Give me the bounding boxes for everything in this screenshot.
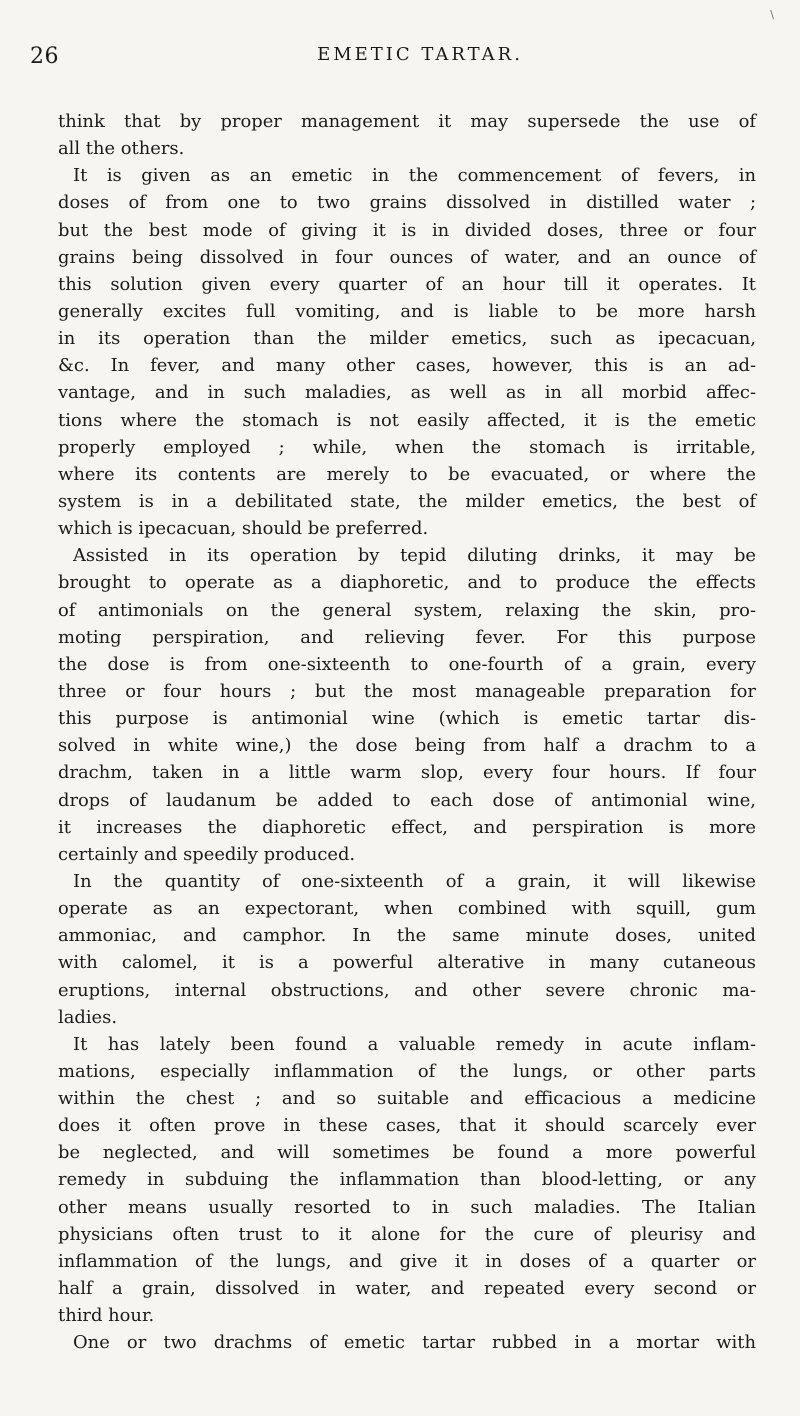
text-line: tions where the stomach is not easily affected, it is the emetic <box>58 409 756 431</box>
text-line: brought to operate as a diaphoretic, and to produce the effects <box>58 572 756 594</box>
text-line: all the others. <box>58 138 185 160</box>
text-line: inflammation of the lungs, and give it in doses of a quarter or <box>58 1250 756 1272</box>
text-line: grains being dissolved in four ounces of water, and an ounce of <box>58 246 756 268</box>
text-line: drachm, taken in a little warm slop, every four hours. If four <box>58 762 756 784</box>
text-line: but the best mode of giving it is in divided doses, three or four <box>58 219 756 241</box>
text-line: moting perspiration, and relieving fever. For this purpose <box>58 626 756 648</box>
page-header <box>30 44 770 84</box>
text-line: which is ipecacuan, should be preferred. <box>58 518 429 540</box>
running-title: EMETIC TARTAR. <box>317 44 523 65</box>
text-line: system is in a debilitated state, the milder emetics, the best of <box>58 490 756 512</box>
text-line: half a grain, dissolved in water, and repeated every second or <box>58 1278 756 1300</box>
text-line: solved in white wine,) the dose being from half a drachm to a <box>58 735 756 757</box>
text-line: doses of from one to two grains dissolved in distilled water ; <box>58 192 756 214</box>
text-line: ladies. <box>58 1006 118 1028</box>
text-line: properly employed ; while, when the stomach is irritable, <box>58 436 756 458</box>
text-line: ammoniac, and camphor. In the same minute doses, united <box>58 925 756 947</box>
text-line: other means usually resorted to in such maladies. The Italian <box>58 1196 756 1218</box>
corner-mark: \ <box>770 8 774 21</box>
text-line: with calomel, it is a powerful alterative in many cutaneous <box>58 952 756 974</box>
text-line: three or four hours ; but the most manageable preparation for <box>58 680 756 702</box>
text-line: operate as an expectorant, when combined with squill, gum <box>58 898 756 920</box>
text-line: vantage, and in such maladies, as well as in all morbid affec- <box>58 382 756 404</box>
text-line: generally excites full vomiting, and is liable to be more harsh <box>58 300 756 322</box>
text-line: within the chest ; and so suitable and efficacious a medicine <box>58 1088 756 1110</box>
text-line: be neglected, and will sometimes be found a more powerful <box>58 1142 756 1164</box>
text-line: &c. In fever, and many other cases, however, this is an ad- <box>58 355 756 377</box>
text-line: in its operation than the milder emetics, such as ipecacuan, <box>58 328 756 350</box>
text-line: this solution given every quarter of an hour till it operates. It <box>58 273 756 295</box>
text-line: It has lately been found a valuable remedy in acute inflam- <box>73 1033 756 1055</box>
text-line: where its contents are merely to be evacuated, or where the <box>58 463 756 485</box>
text-line: eruptions, internal obstructions, and other severe chronic ma- <box>58 979 756 1001</box>
text-line: drops of laudanum be added to each dose of antimonial wine, <box>58 789 756 811</box>
page-number: 26 <box>30 44 59 69</box>
text-line: physicians often trust to it alone for the cure of pleurisy and <box>58 1223 756 1245</box>
text-line: One or two drachms of emetic tartar rubbed in a mortar with <box>73 1332 756 1354</box>
text-line: think that by proper management it may supersede the use of <box>58 111 756 132</box>
text-line: Assisted in its operation by tepid diluting drinks, it may be <box>73 545 756 567</box>
body-text <box>58 108 756 1356</box>
text-line: In the quantity of one-sixteenth of a grain, it will likewise <box>73 870 756 892</box>
text-line: it increases the diaphoretic effect, and perspiration is more <box>58 816 756 838</box>
text-line: of antimonials on the general system, relaxing the skin, pro- <box>58 599 756 621</box>
text-line: the dose is from one-sixteenth to one-fourth of a grain, every <box>58 653 756 675</box>
text-line: It is given as an emetic in the commencement of fevers, in <box>73 165 756 187</box>
text-line: certainly and speedily produced. <box>58 843 356 865</box>
text-line: third hour. <box>58 1305 155 1327</box>
text-line: remedy in subduing the inflammation than blood-letting, or any <box>58 1169 756 1191</box>
text-line: mations, especially inflammation of the lungs, or other parts <box>58 1060 756 1082</box>
text-line: does it often prove in these cases, that it should scarcely ever <box>58 1115 756 1137</box>
text-line: this purpose is antimonial wine (which is emetic tartar dis- <box>58 708 756 730</box>
